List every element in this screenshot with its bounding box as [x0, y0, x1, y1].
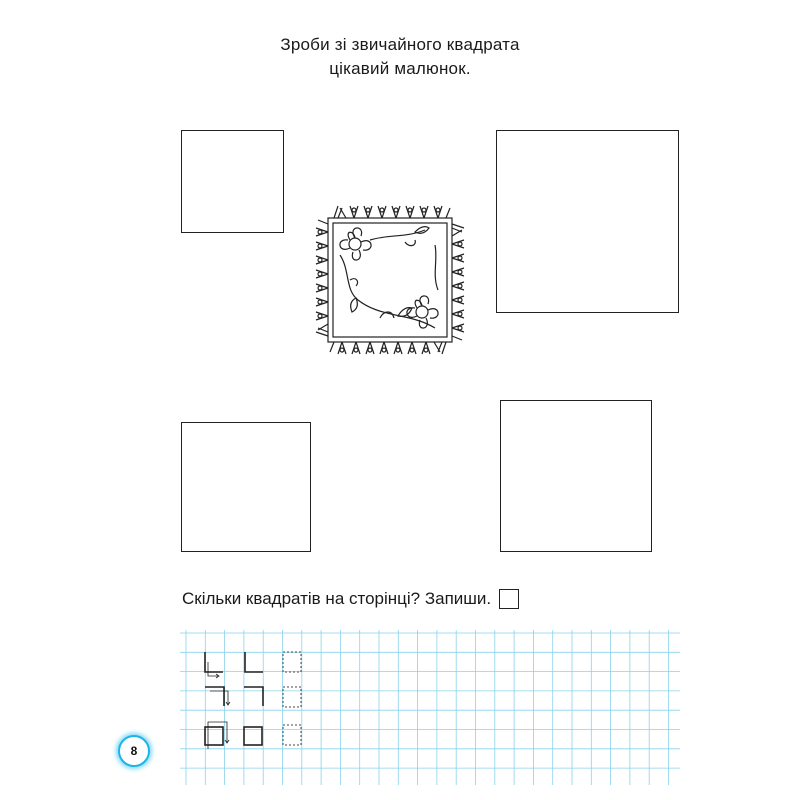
count-squares-question	[182, 587, 519, 611]
task-title-line-2: цікавий малюнок.	[329, 59, 471, 78]
empty-square-top-right[interactable]	[496, 130, 679, 313]
flower-square-illustration	[310, 200, 470, 360]
empty-square-top-left[interactable]	[181, 130, 284, 233]
answer-box[interactable]	[499, 589, 519, 609]
page-number-badge: 8	[118, 735, 150, 767]
empty-square-bottom-left[interactable]	[181, 422, 311, 552]
task-title-line-1: Зроби зі звичайного квадрата	[280, 35, 520, 54]
practice-grid[interactable]	[180, 630, 680, 785]
empty-square-bottom-right[interactable]	[500, 400, 652, 552]
task-title	[200, 33, 600, 81]
question-text: Скільки квадратів на сторінці? Запиши.	[182, 589, 492, 608]
